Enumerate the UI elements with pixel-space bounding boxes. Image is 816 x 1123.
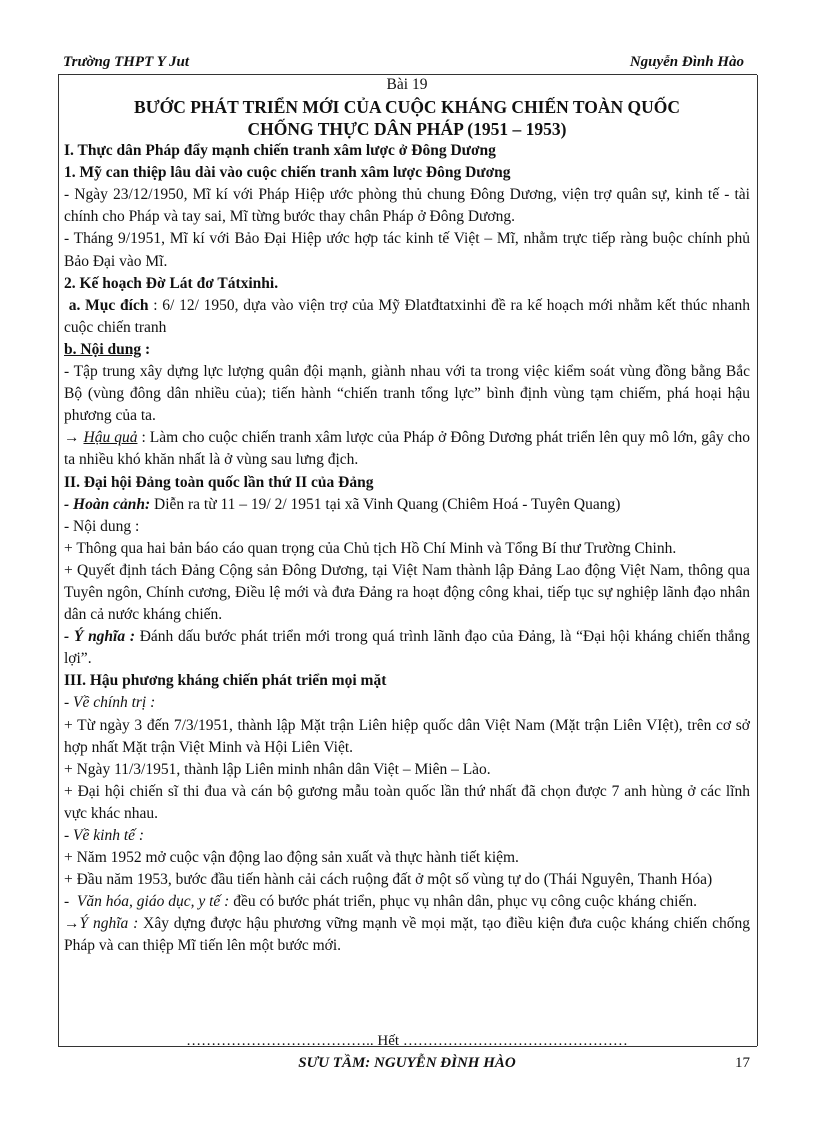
content-paragraph: - Tập trung xây dựng lực lượng quân đội mạnh, giành nhau với ta trong việc kiểm soát vùng đồng bằng Bắc Bộ (vùng đông dân nhiều của); tiến hành “chiến tranh tổng lực” bình định vùng tạm chiếm, phá hoại hậu phương của ta. xyxy=(64,363,750,425)
lesson-title-line2: CHỐNG THỰC DÂN PHÁP (1951 – 1953) xyxy=(247,119,567,140)
content-label: b. Nội dung xyxy=(64,340,142,358)
page-border-left xyxy=(58,75,59,1046)
end-line: ……………………………….. Hết ……………………………………… xyxy=(186,1033,628,1049)
economy-label: - Về kinh tế : xyxy=(64,827,145,844)
content-colon: : xyxy=(144,340,151,358)
significance-text: Xây dựng được hậu phương vững mạnh về mọi mặt, tạo điều kiện đưa cuộc kháng chiến chống Pháp và can thiệp Mĩ tiến lên một bước mới. xyxy=(64,915,750,955)
context-text: Diễn ra từ 11 – 19/ 2/ 1951 tại xã Vinh Quang (Chiêm Hoá - Tuyên Quang) xyxy=(154,495,621,513)
culture-paragraph xyxy=(64,891,750,913)
purpose-paragraph xyxy=(64,295,750,339)
section2-paragraph: + Thông qua hai bản báo cáo quan trọng của Chủ tịch Hồ Chí Minh và Tổng Bí thư Trường Chinh. xyxy=(64,539,677,557)
section1-sub2-heading: 2. Kế hoạch Đờ Lát đơ Tátxinhi. xyxy=(64,274,279,292)
culture-dash: - xyxy=(64,893,70,911)
meaning-paragraph xyxy=(64,626,750,670)
result-text: : Làm cho cuộc chiến tranh xâm lược của Pháp ở Đông Dương phát triển lên quy mô lớn, gây cho ta nhiều khó khăn nhất là ở vùng sau lưng địch. xyxy=(64,429,751,469)
significance-arrow: → xyxy=(64,915,80,933)
meaning-label: - Ý nghĩa : xyxy=(64,628,135,646)
significance-paragraph xyxy=(64,913,750,957)
result-label: Hậu quả xyxy=(83,429,138,447)
content-label-line xyxy=(64,339,750,361)
section1-sub1-heading: 1. Mỹ can thiệp lâu dài vào cuộc chiến tranh xâm lược Đông Dương xyxy=(64,164,511,182)
lesson-number: Bài 19 xyxy=(386,76,428,93)
purpose-label: a. Mục đích xyxy=(68,296,149,314)
section3-heading: III. Hậu phương kháng chiến phát triển mọi mặt xyxy=(64,672,387,690)
politics-paragraph: + Đại hội chiến sĩ thi đua và cán bộ gương mẫu toàn quốc lần thứ nhất đã chọn được 7 anh hùng ở các lĩnh vực khác nhau. xyxy=(64,782,750,822)
footer-credit: SƯU TẦM: NGUYỄN ĐÌNH HÀO xyxy=(298,1055,516,1071)
section1-sub1-paragraph: - Ngày 23/12/1950, Mĩ kí với Pháp Hiệp ước phòng thủ chung Đông Dương, viện trợ quân sự, kinh tế - tài chính cho Pháp và tay sai, Mĩ từng bước thay chân Pháp ở Đông Dương. xyxy=(64,186,750,226)
page-border-right xyxy=(757,75,758,1046)
section2-paragraph: + Quyết định tách Đảng Cộng sản Đông Dương, tại Việt Nam thành lập Đảng Lao động Việt Nam, thông qua Tuyên ngôn, Chính cương, Điều lệ mới và đưa Đảng ra hoạt động công khai, tiếp tục sự nghiệp lãnh đạo nhân dân cả nước kháng chiến. xyxy=(64,561,750,624)
significance-label: Ý nghĩa : xyxy=(79,915,139,933)
result-arrow: → xyxy=(64,429,80,447)
section1-sub1-paragraph: - Tháng 9/1951, Mĩ kí với Bảo Đại Hiệp ước hợp tác kinh tế Việt – Mĩ, nhằm trực tiếp ràng buộc chính phủ Bảo Đại vào Mĩ. xyxy=(64,230,750,270)
purpose-text: : 6/ 12/ 1950, dựa vào viện trợ của Mỹ Đlatđtatxinhi đề ra kế hoạch mới nhằm kết thúc nhanh cuộc chiến tranh xyxy=(64,296,751,336)
section1-heading: I. Thực dân Pháp đẩy mạnh chiến tranh xâm lược ở Đông Dương xyxy=(64,142,496,160)
context-label: - Hoàn cảnh: xyxy=(64,495,151,513)
header-author: Nguyễn Đình Hào xyxy=(629,54,744,70)
culture-text: đều có bước phát triển, phục vụ nhân dân, phục vụ công cuộc kháng chiến. xyxy=(233,893,697,911)
politics-paragraph: + Ngày 11/3/1951, thành lập Liên minh nhân dân Việt – Miên – Lào. xyxy=(64,760,491,778)
politics-label: - Về chính trị : xyxy=(64,694,156,712)
economy-paragraph: + Năm 1952 mở cuộc vận động lao động sản xuất và thực hành tiết kiệm. xyxy=(64,849,519,867)
result-paragraph xyxy=(64,427,750,471)
culture-label: Văn hóa, giáo dục, y tế : xyxy=(76,893,230,911)
section2-heading: II. Đại hội Đảng toàn quốc lần thứ II của Đảng xyxy=(64,473,374,491)
section2-content-label: - Nội dung : xyxy=(64,517,140,535)
meaning-text: Đánh dấu bước phát triển mới trong quá trình lãnh đạo của Đảng, là “Đại hội kháng chiến thắng lợi”. xyxy=(64,628,751,668)
economy-paragraph: + Đầu năm 1953, bước đầu tiến hành cải cách ruộng đất ở một số vùng tự do (Thái Nguyên, Thanh Hóa) xyxy=(64,871,713,889)
context-paragraph xyxy=(64,494,750,516)
header-school: Trường THPT Y Jut xyxy=(63,54,190,70)
page-content xyxy=(64,74,750,958)
politics-paragraph: + Từ ngày 3 đến 7/3/1951, thành lập Mặt trận Liên hiệp quốc dân Việt Nam (Mặt trận Liên VIệt), trên cơ sở hợp nhất Mặt trận Việt Minh và Hội Liên Việt. xyxy=(64,716,750,756)
page-number: 17 xyxy=(735,1055,750,1071)
lesson-title-line1: BƯỚC PHÁT TRIỂN MỚI CỦA CUỘC KHÁNG CHIẾN TOÀN QUỐC xyxy=(134,97,680,118)
